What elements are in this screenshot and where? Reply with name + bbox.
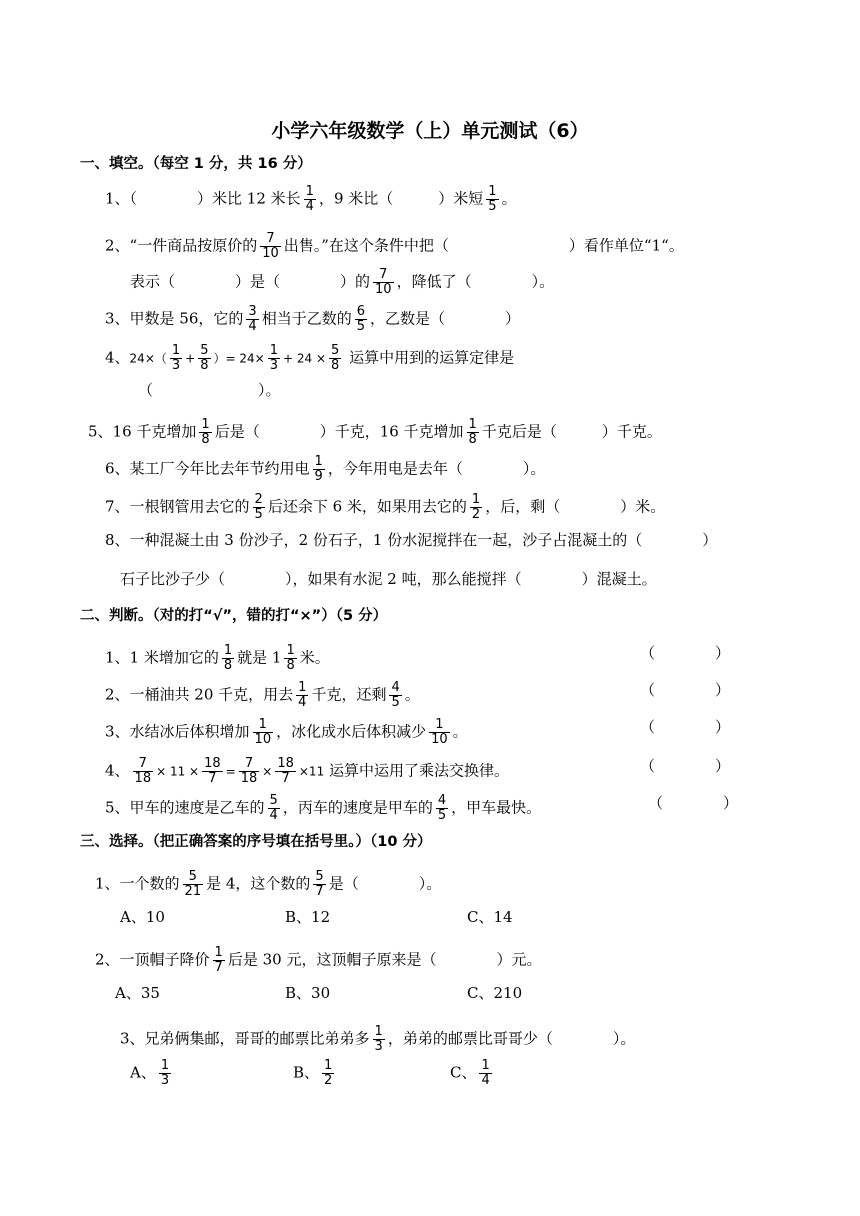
- q-text: 是 4，这个数的: [206, 874, 311, 893]
- fraction: $\frac{1}{5}$: [488, 184, 497, 214]
- q-text: ，今年用电是去年（ ）。: [327, 459, 546, 478]
- q-text: ，后，剩（ ）米。: [485, 497, 666, 516]
- fraction: $\frac{1}{2}$: [471, 492, 481, 522]
- choice-question-1: [95, 870, 441, 899]
- q-text: 就是 1: [237, 648, 282, 667]
- fill-question-8: 8、一种混凝土由 3 份沙子，2 份石子，1 份水泥搅拌在一起，沙子占混凝土的（ ）: [105, 531, 718, 549]
- q-text: 。: [404, 685, 420, 704]
- fill-question-2: [105, 232, 684, 261]
- fraction: $\frac{4}{5}$: [391, 680, 400, 710]
- fraction: $\frac{1}{3}$: [160, 1058, 170, 1088]
- fraction: $\frac{1}{3}$: [374, 1024, 383, 1054]
- page-title: 小学六年级数学（上）单元测试（6）: [271, 120, 589, 142]
- fill-question-4: [105, 344, 514, 373]
- fraction: $\frac{1}{3}$: [269, 343, 278, 373]
- fraction: $\frac{7}{10}$: [375, 267, 392, 297]
- q-text: 表示（ ）是（ ）的: [130, 272, 371, 291]
- q-text: ，冰化成水后体积减少: [276, 722, 427, 741]
- fill-question-5: [88, 418, 662, 447]
- section-2-heading: 二、判断。（对的打“√”，错的打“×”）（5 分）: [80, 608, 388, 624]
- choice-question-3: [120, 1025, 635, 1054]
- q-text: ，甲车最快。: [451, 798, 542, 817]
- q-text: 1、（ ）米比 12 米长: [105, 189, 301, 208]
- fraction: $\frac{4}{5}$: [437, 793, 447, 823]
- q-text: 是（ ）。: [328, 874, 442, 893]
- judge-question-2: [105, 681, 420, 710]
- fraction: $\frac{18}{7}$: [204, 756, 221, 786]
- section-3-heading: 三、选择。（把正确答案的序号填在括号里。）（10 分）: [80, 834, 432, 850]
- fraction: $\frac{5}{8}$: [200, 343, 209, 373]
- fraction: $\frac{1}{4}$: [298, 680, 307, 710]
- judge-question-3: [105, 718, 468, 747]
- fraction: $\frac{1}{7}$: [214, 945, 223, 975]
- q-text: 1、1 米增加它的: [105, 648, 219, 667]
- q-text: ，降低了（ ）。: [396, 272, 555, 291]
- fill-question-2-continued: [130, 268, 554, 297]
- q-text: ，9 米比（ ）米短: [318, 189, 484, 208]
- q-text: 运算中用到的运算定律是: [349, 348, 515, 367]
- fill-question-4-continued: （ ）。: [138, 381, 281, 399]
- choice-option-c: C、14: [467, 908, 513, 926]
- fraction: $\frac{7}{18}$: [240, 756, 258, 786]
- q-text: 7、一根钢管用去它的: [105, 497, 250, 516]
- fill-question-8-continued: 石子比沙子少（ ），如果有水泥 2 吨，那么能搅拌（ ）混凝土。: [120, 570, 657, 588]
- choice-option-b: B、12: [285, 908, 331, 926]
- q-text: 4、: [105, 761, 130, 780]
- fraction: $\frac{1}{8}$: [201, 417, 210, 447]
- fraction: $\frac{1}{9}$: [314, 454, 323, 484]
- choice-option-b: B、 $\frac{1}{2}$: [293, 1058, 333, 1088]
- q-text: 24×（: [129, 351, 167, 366]
- choice-option-c: C、210: [467, 984, 523, 1002]
- fraction: $\frac{5}{7}$: [315, 869, 324, 899]
- fraction: $\frac{3}{4}$: [248, 304, 257, 334]
- q-text: 米。: [299, 648, 330, 667]
- fraction: $\frac{1}{8}$: [286, 643, 295, 673]
- q-text: 5、16 千克增加: [88, 422, 197, 441]
- q-text: ×11: [298, 764, 325, 779]
- answer-bracket: （ ）: [640, 757, 731, 775]
- answer-bracket: （ ）: [640, 644, 731, 662]
- fraction: $\frac{1}{4}$: [481, 1058, 490, 1088]
- q-text: 千克，还剩: [311, 685, 387, 704]
- fill-question-6: [105, 455, 545, 484]
- fill-question-3: [105, 305, 520, 334]
- choice-option-a: A、35: [115, 984, 160, 1002]
- q-text: =: [225, 764, 236, 779]
- fraction: $\frac{5}{4}$: [269, 793, 278, 823]
- q-text: 千克后是（ ）千克。: [481, 422, 662, 441]
- fraction: $\frac{6}{5}$: [356, 304, 365, 334]
- q-text: 。: [501, 189, 517, 208]
- fraction: $\frac{7}{18}$: [134, 756, 152, 786]
- q-text: 2、一桶油共 20 千克，用去: [105, 685, 294, 704]
- section-1-heading: 一、填空。（每空 1 分，共 16 分）: [80, 156, 312, 172]
- q-text: 后是（ ）千克，16 千克增加: [214, 422, 464, 441]
- q-text: ）= 24×: [213, 351, 265, 366]
- q-text: + 24 ×: [282, 351, 326, 366]
- fraction: $\frac{1}{4}$: [305, 184, 314, 214]
- fill-question-1: [105, 185, 517, 214]
- fraction: $\frac{1}{2}$: [324, 1058, 333, 1088]
- choice-option-a: A、10: [120, 908, 165, 926]
- judge-question-5: [105, 794, 541, 823]
- choice-question-2: [95, 946, 541, 975]
- judge-question-1: [105, 644, 330, 673]
- judge-question-4: [105, 757, 509, 786]
- fill-question-7: [105, 493, 665, 522]
- choice-option-c: C、 $\frac{1}{4}$: [450, 1058, 490, 1088]
- q-text: 出售。”在这个条件中把（ ）看作单位“1“。: [283, 236, 684, 255]
- q-text: 5、甲车的速度是乙车的: [105, 798, 265, 817]
- q-text: +: [185, 351, 196, 366]
- q-text: 后是 30 元，这顶帽子原来是（ ）元。: [227, 950, 542, 969]
- fraction: $\frac{1}{3}$: [171, 343, 181, 373]
- q-text: 3、水结冰后体积增加: [105, 722, 250, 741]
- fraction: $\frac{1}{8}$: [223, 643, 233, 673]
- fraction: $\frac{1}{10}$: [431, 717, 448, 747]
- q-text: 后还余下 6 米，如果用去它的: [267, 497, 467, 516]
- q-text: 6、某工厂今年比去年节约用电: [105, 459, 310, 478]
- q-text: 运算中运用了乘法交换律。: [328, 761, 509, 780]
- q-text: ，乙数是（ ）: [369, 309, 520, 328]
- answer-bracket: （ ）: [640, 718, 731, 736]
- fraction: $\frac{7}{10}$: [262, 231, 279, 261]
- q-text: 2、一顶帽子降价: [95, 950, 210, 969]
- answer-bracket: （ ）: [640, 681, 731, 699]
- fraction: $\frac{5}{8}$: [331, 343, 340, 373]
- q-text: 2、“一件商品按原价的: [105, 236, 258, 255]
- q-text: ，丙车的速度是甲车的: [282, 798, 433, 817]
- fraction: $\frac{2}{5}$: [254, 492, 263, 522]
- q-text: 3、兄弟俩集邮，哥哥的邮票比弟弟多: [120, 1029, 370, 1048]
- choice-option-a: A、 $\frac{1}{3}$: [130, 1058, 170, 1088]
- q-text: 3、甲数是 56，它的: [105, 309, 244, 328]
- fraction: $\frac{5}{21}$: [184, 869, 202, 899]
- q-text: ×: [262, 764, 273, 779]
- fraction: $\frac{1}{8}$: [468, 417, 477, 447]
- q-text: 。: [452, 722, 468, 741]
- answer-bracket: （ ）: [648, 794, 739, 812]
- q-text: ，弟弟的邮票比哥哥少（ ）。: [387, 1029, 636, 1048]
- q-text: 4、: [105, 348, 130, 367]
- fraction: $\frac{18}{7}$: [277, 756, 294, 786]
- q-text: × 11 ×: [156, 764, 200, 779]
- q-text: 1、一个数的: [95, 874, 180, 893]
- fraction: $\frac{1}{10}$: [254, 717, 272, 747]
- choice-option-b: B、30: [285, 984, 331, 1002]
- q-text: 相当于乙数的: [261, 309, 352, 328]
